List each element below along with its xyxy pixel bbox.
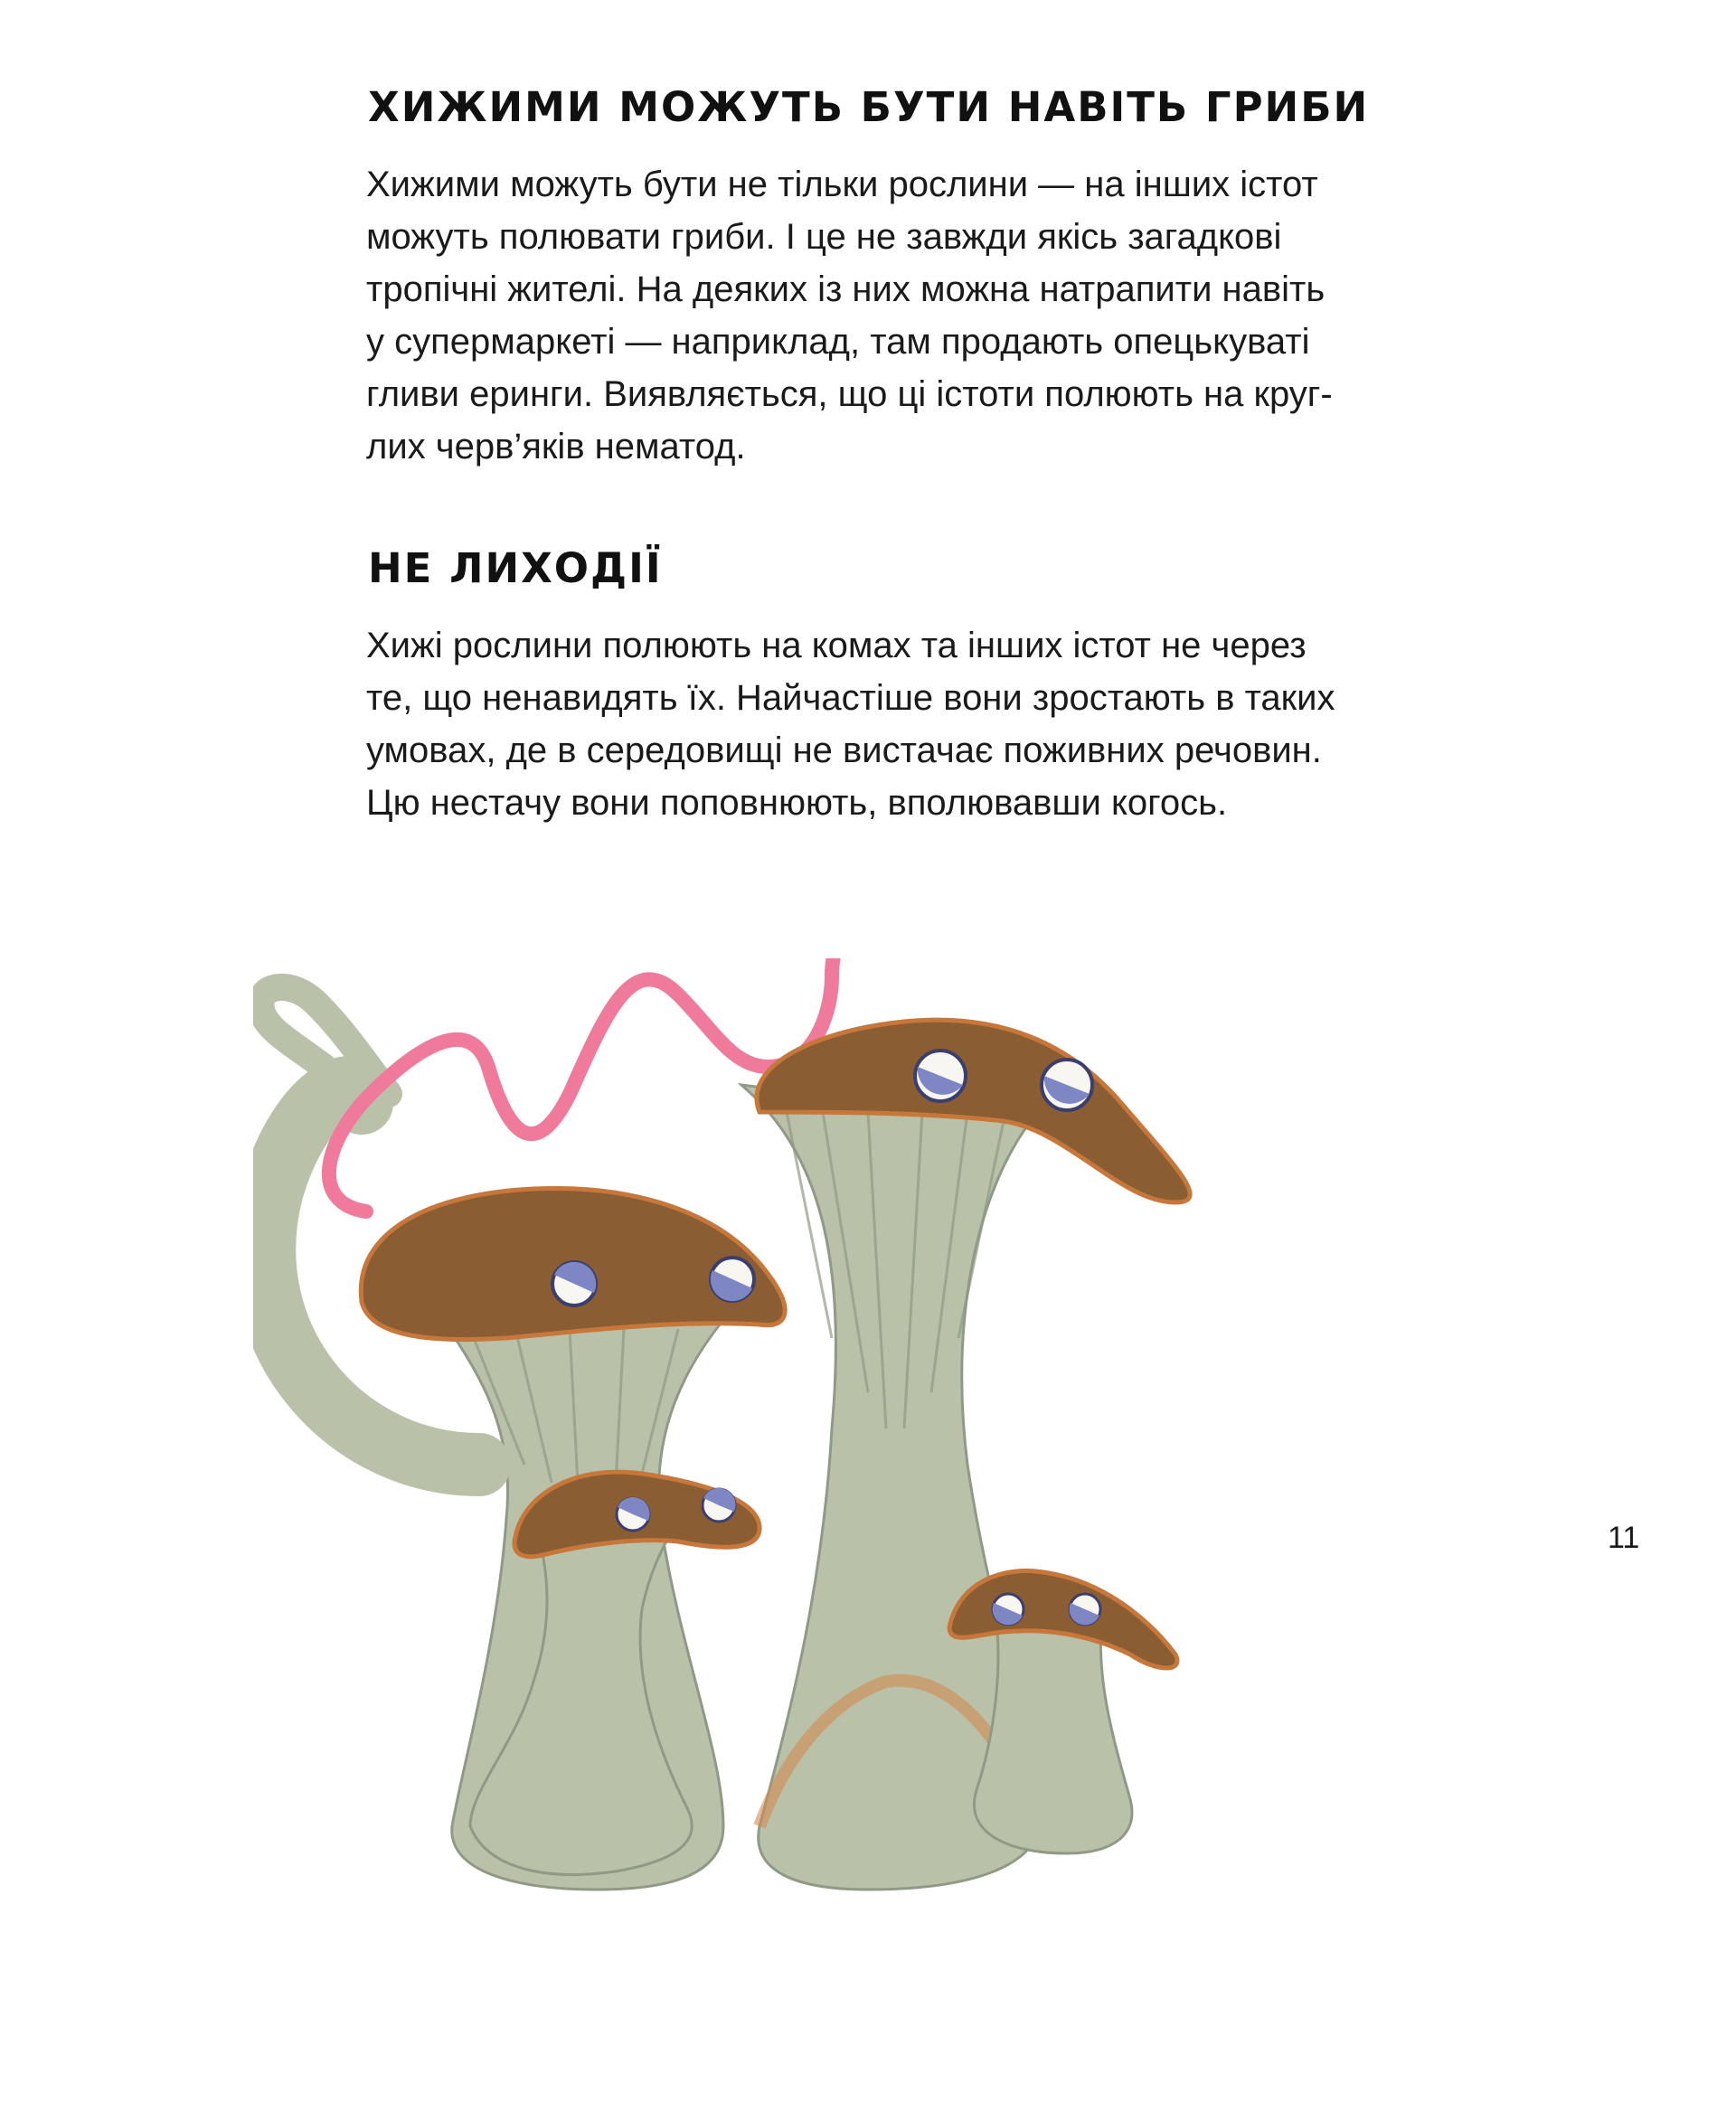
- page-number: 11: [1608, 1521, 1640, 1555]
- paragraph-not-villains: [366, 619, 1379, 829]
- text-line: гливи еринги. Виявляється, що ці істоти полюють на круг-: [366, 374, 1333, 414]
- text-line: можуть полювати гриби. І це не завжди якісь загадкові: [366, 217, 1282, 257]
- small-right-cap-left-eye: [993, 1594, 1024, 1625]
- text-line: у супермаркеті — наприклад, там продають опецькуваті: [366, 322, 1310, 362]
- tall-cap-right-eye: [1042, 1060, 1092, 1110]
- mushroom-illustration: [253, 958, 1429, 2043]
- text-line: Цю нестачу вони поповнюють, вполювавши когось.: [366, 783, 1228, 823]
- small-center-cap-right-eye: [703, 1488, 736, 1522]
- text-line: Хижими можуть бути не тільки рослини — на інших істот: [366, 165, 1318, 204]
- section-heading-predatory-fungi: ХИЖИМИ МОЖУТЬ БУТИ НАВІТЬ ГРИБИ: [368, 83, 1370, 131]
- tall-cap-left-eye: [915, 1051, 966, 1101]
- text-line: Хижі рослини полюють на комах та інших істот не через: [366, 626, 1307, 665]
- section-heading-not-villains: НЕ ЛИХОДІЇ: [368, 544, 663, 592]
- text-line: тропічні жителі. На деяких із них можна натрапити навіть: [366, 269, 1326, 309]
- small-right-cap-right-eye: [1070, 1594, 1100, 1625]
- text-line: лих черв’яків нематод.: [366, 427, 746, 467]
- paragraph-predatory-fungi: [366, 158, 1379, 473]
- small-center-cap-left-eye: [617, 1497, 650, 1531]
- text-line: умовах, де в середовищі не вистачає поживних речовин.: [366, 731, 1322, 770]
- text-line: те, що ненавидять їх. Найчастіше вони зростають в таких: [366, 678, 1335, 718]
- left-cap-left-eye: [552, 1262, 596, 1306]
- left-cap-right-eye: [711, 1258, 754, 1301]
